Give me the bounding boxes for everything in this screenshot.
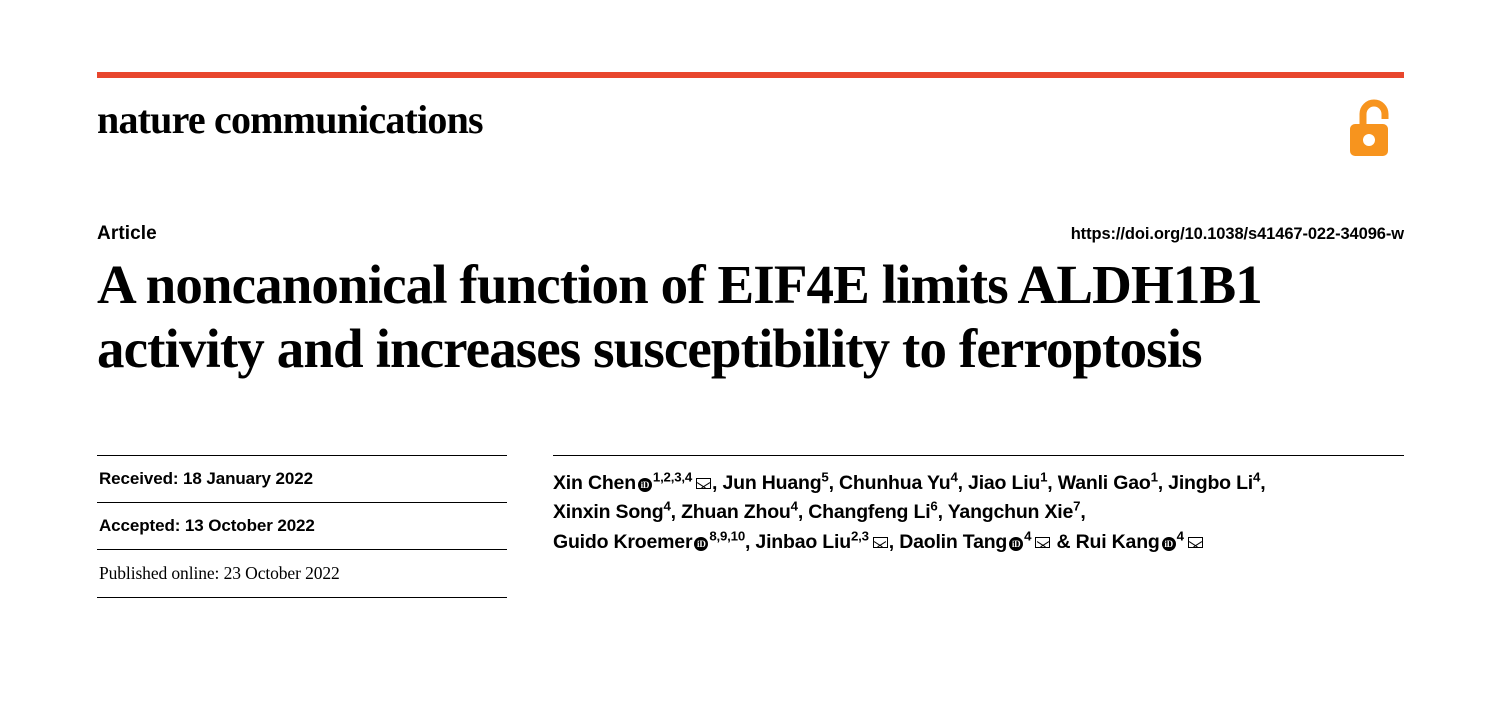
orcid-icon[interactable]: iD	[1009, 537, 1023, 551]
orcid-icon[interactable]: iD	[694, 537, 708, 551]
author-name[interactable]: Yangchun Xie	[947, 501, 1074, 524]
author-separator: ,	[828, 471, 840, 494]
article-type-label: Article	[97, 223, 157, 244]
author-line	[553, 528, 1404, 558]
author-name[interactable]: Xin Chen	[553, 471, 636, 494]
affiliation-superscript: 5	[821, 469, 829, 485]
journal-header	[97, 97, 1404, 165]
date-published: Published online: 23 October 2022	[99, 562, 340, 583]
affiliation-superscript: 1,2,3,4	[652, 469, 693, 485]
email-icon[interactable]	[1035, 537, 1050, 548]
orcid-icon[interactable]: iD	[1162, 537, 1176, 551]
affiliation-superscript: 1	[1150, 469, 1158, 485]
author-name[interactable]: Guido Kroemer	[553, 530, 693, 553]
author-separator: ,	[1080, 501, 1086, 524]
affiliation-superscript: 4	[1024, 528, 1032, 544]
author-separator: ,	[670, 501, 682, 524]
page-content	[97, 0, 1404, 598]
author-line	[553, 469, 1404, 499]
author-separator: ,	[1047, 471, 1058, 494]
affiliation-superscript: 4	[663, 498, 671, 514]
author-separator: ,	[1260, 471, 1266, 494]
page-title: A noncanonical function of EIF4E limits ALDH1B1 activity and increases susceptibility to ferroptosis	[97, 254, 1262, 379]
author-name[interactable]: Chunhua Yu	[839, 471, 951, 494]
lower-section	[97, 455, 1404, 598]
affiliation-superscript: 6	[930, 498, 938, 514]
author-separator: ,	[1157, 471, 1169, 494]
author-name[interactable]: Jingbo Li	[1168, 471, 1254, 494]
author-name[interactable]: Wanli Gao	[1057, 471, 1151, 494]
date-accepted: Accepted: 13 October 2022	[99, 515, 315, 535]
author-separator: ,	[937, 501, 948, 524]
author-separator: ,	[797, 501, 809, 524]
author-name[interactable]: Daolin Tang	[899, 530, 1008, 553]
author-name[interactable]: Zhuan Zhou	[681, 501, 791, 524]
open-access-lock-icon	[1346, 96, 1402, 165]
affiliation-superscript: 4	[950, 469, 958, 485]
email-icon[interactable]	[873, 537, 888, 548]
author-name[interactable]: Rui Kang	[1075, 530, 1160, 553]
dates-rule-4	[97, 597, 507, 598]
author-line	[553, 498, 1404, 528]
author-separator: ,	[888, 530, 900, 553]
affiliation-superscript: 4	[1176, 528, 1184, 544]
email-icon[interactable]	[1188, 537, 1203, 548]
author-separator: ,	[712, 471, 723, 494]
author-separator: &	[1051, 530, 1076, 553]
author-separator: ,	[957, 471, 969, 494]
affiliation-superscript: 4	[1253, 469, 1261, 485]
date-received: Received: 18 January 2022	[99, 468, 313, 488]
doi-link[interactable]: https://doi.org/10.1038/s41467-022-34096-w	[1070, 225, 1404, 243]
authors-body	[553, 456, 1404, 558]
affiliation-superscript: 7	[1073, 498, 1081, 514]
affiliation-superscript: 8,9,10	[709, 528, 745, 544]
author-separator: ,	[744, 530, 756, 553]
orcid-icon[interactable]: iD	[638, 478, 652, 492]
author-list	[531, 455, 1404, 558]
affiliation-superscript: 4	[790, 498, 798, 514]
article-meta-row	[97, 223, 1404, 245]
author-name[interactable]: Jiao Liu	[968, 471, 1041, 494]
author-name[interactable]: Jinbao Liu	[755, 530, 851, 553]
author-name[interactable]: Jun Huang	[722, 471, 822, 494]
email-icon[interactable]	[696, 478, 711, 489]
affiliation-superscript: 2,3	[850, 528, 869, 544]
journal-name: nature communications	[97, 97, 483, 142]
accent-rule	[97, 72, 1404, 78]
author-name[interactable]: Changfeng Li	[808, 501, 931, 524]
affiliation-superscript: 1	[1040, 469, 1048, 485]
author-name[interactable]: Xinxin Song	[553, 501, 664, 524]
publication-dates	[97, 455, 531, 598]
